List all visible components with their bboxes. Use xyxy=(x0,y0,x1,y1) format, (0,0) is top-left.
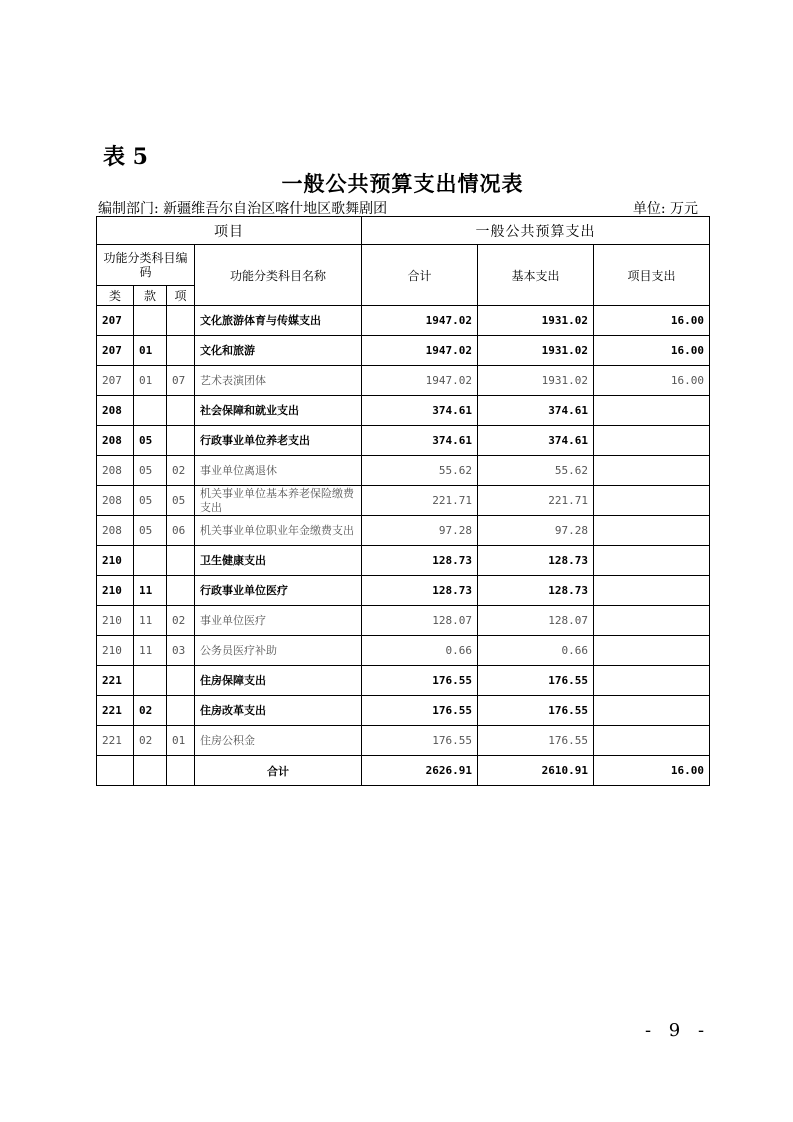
cell-lei: 207 xyxy=(97,366,134,396)
header-kuan: 款 xyxy=(134,286,167,306)
cell-xiang: 02 xyxy=(167,606,195,636)
cell-project xyxy=(594,606,710,636)
table-row xyxy=(97,366,710,396)
table-row xyxy=(97,456,710,486)
cell-basic: 128.07 xyxy=(478,606,594,636)
cell-kuan: 05 xyxy=(134,516,167,546)
cell-total: 97.28 xyxy=(362,516,478,546)
cell-basic: 0.66 xyxy=(478,636,594,666)
table-row xyxy=(97,666,710,696)
cell-total: 176.55 xyxy=(362,696,478,726)
cell-project xyxy=(594,726,710,756)
cell-kuan: 02 xyxy=(134,726,167,756)
cell-lei: 207 xyxy=(97,336,134,366)
cell-total: 128.07 xyxy=(362,606,478,636)
cell-total: 374.61 xyxy=(362,396,478,426)
header-lei: 类 xyxy=(97,286,134,306)
cell-project: 16.00 xyxy=(594,366,710,396)
cell-lei: 208 xyxy=(97,426,134,456)
cell-kuan: 05 xyxy=(134,426,167,456)
cell-lei: 210 xyxy=(97,606,134,636)
cell-xiang xyxy=(167,426,195,456)
cell-name: 艺术表演团体 xyxy=(195,366,362,396)
cell-xiang: 07 xyxy=(167,366,195,396)
cell-kuan: 05 xyxy=(134,486,167,516)
cell-basic: 1931.02 xyxy=(478,306,594,336)
cell-total: 0.66 xyxy=(362,636,478,666)
cell-name: 住房保障支出 xyxy=(195,666,362,696)
header-name: 功能分类科目名称 xyxy=(195,245,362,306)
cell-basic: 128.73 xyxy=(478,576,594,606)
cell-name: 文化旅游体育与传媒支出 xyxy=(195,306,362,336)
table-row xyxy=(97,516,710,546)
table-row xyxy=(97,726,710,756)
cell-name: 文化和旅游 xyxy=(195,336,362,366)
unit-label: 单位: 万元 xyxy=(632,201,698,217)
table-number: 表 5 xyxy=(103,144,148,170)
cell-project xyxy=(594,456,710,486)
budget-table xyxy=(96,216,710,786)
total-row xyxy=(97,756,710,786)
cell-basic: 55.62 xyxy=(478,456,594,486)
cell-project: 16.00 xyxy=(594,336,710,366)
cell-xiang xyxy=(167,336,195,366)
cell-basic: 176.55 xyxy=(478,726,594,756)
cell-project xyxy=(594,666,710,696)
cell-lei: 210 xyxy=(97,546,134,576)
total-empty-cell xyxy=(167,756,195,786)
cell-total: 176.55 xyxy=(362,726,478,756)
cell-kuan: 05 xyxy=(134,456,167,486)
cell-basic: 97.28 xyxy=(478,516,594,546)
cell-xiang xyxy=(167,576,195,606)
header-xiang: 项 xyxy=(167,286,195,306)
cell-xiang xyxy=(167,696,195,726)
cell-kuan xyxy=(134,666,167,696)
cell-basic: 128.73 xyxy=(478,546,594,576)
cell-basic: 176.55 xyxy=(478,666,594,696)
table-row xyxy=(97,636,710,666)
cell-name: 机关事业单位职业年金缴费支出 xyxy=(195,516,362,546)
cell-total: 1947.02 xyxy=(362,336,478,366)
cell-lei: 221 xyxy=(97,696,134,726)
total-sum: 2626.91 xyxy=(362,756,478,786)
cell-name: 公务员医疗补助 xyxy=(195,636,362,666)
table-row xyxy=(97,306,710,336)
total-empty-cell xyxy=(97,756,134,786)
cell-name: 行政事业单位医疗 xyxy=(195,576,362,606)
cell-kuan: 11 xyxy=(134,606,167,636)
total-basic: 2610.91 xyxy=(478,756,594,786)
cell-total: 128.73 xyxy=(362,576,478,606)
cell-xiang: 01 xyxy=(167,726,195,756)
cell-name: 事业单位医疗 xyxy=(195,606,362,636)
table-row xyxy=(97,576,710,606)
cell-lei: 208 xyxy=(97,456,134,486)
cell-project xyxy=(594,546,710,576)
cell-lei: 208 xyxy=(97,486,134,516)
cell-kuan: 01 xyxy=(134,366,167,396)
cell-xiang: 02 xyxy=(167,456,195,486)
table-row xyxy=(97,396,710,426)
cell-project xyxy=(594,486,710,516)
cell-name: 社会保障和就业支出 xyxy=(195,396,362,426)
total-project: 16.00 xyxy=(594,756,710,786)
header-project: 项目 xyxy=(97,217,362,245)
cell-kuan: 02 xyxy=(134,696,167,726)
cell-xiang: 06 xyxy=(167,516,195,546)
cell-total: 1947.02 xyxy=(362,366,478,396)
cell-project: 16.00 xyxy=(594,306,710,336)
cell-total: 221.71 xyxy=(362,486,478,516)
cell-project xyxy=(594,576,710,606)
table-row xyxy=(97,336,710,366)
document-title: 一般公共预算支出情况表 xyxy=(281,171,524,196)
header-total: 合计 xyxy=(362,245,478,306)
cell-basic: 374.61 xyxy=(478,396,594,426)
cell-xiang xyxy=(167,396,195,426)
cell-lei: 210 xyxy=(97,576,134,606)
header-code-group: 功能分类科目编码 xyxy=(97,245,195,286)
total-label: 合计 xyxy=(195,756,362,786)
table-row xyxy=(97,696,710,726)
page-number: - 9 - xyxy=(645,1020,711,1041)
cell-total: 128.73 xyxy=(362,546,478,576)
cell-total: 55.62 xyxy=(362,456,478,486)
header-general-budget: 一般公共预算支出 xyxy=(362,217,710,245)
cell-project xyxy=(594,696,710,726)
cell-xiang xyxy=(167,666,195,696)
cell-xiang: 03 xyxy=(167,636,195,666)
cell-basic: 221.71 xyxy=(478,486,594,516)
cell-lei: 221 xyxy=(97,666,134,696)
cell-name: 行政事业单位养老支出 xyxy=(195,426,362,456)
cell-name: 机关事业单位基本养老保险缴费支出 xyxy=(195,486,362,516)
cell-kuan: 11 xyxy=(134,576,167,606)
cell-xiang xyxy=(167,306,195,336)
cell-basic: 1931.02 xyxy=(478,336,594,366)
cell-project xyxy=(594,516,710,546)
cell-name: 住房改革支出 xyxy=(195,696,362,726)
cell-lei: 221 xyxy=(97,726,134,756)
cell-lei: 208 xyxy=(97,516,134,546)
cell-basic: 176.55 xyxy=(478,696,594,726)
cell-project xyxy=(594,426,710,456)
table-row xyxy=(97,546,710,576)
total-empty-cell xyxy=(134,756,167,786)
cell-name: 事业单位离退休 xyxy=(195,456,362,486)
cell-project xyxy=(594,636,710,666)
cell-xiang xyxy=(167,546,195,576)
table-row xyxy=(97,426,710,456)
table-body xyxy=(97,306,710,756)
department-label: 编制部门: 新疆维吾尔自治区喀什地区歌舞剧团 xyxy=(98,201,388,217)
cell-kuan xyxy=(134,306,167,336)
cell-total: 176.55 xyxy=(362,666,478,696)
cell-total: 1947.02 xyxy=(362,306,478,336)
cell-lei: 210 xyxy=(97,636,134,666)
cell-total: 374.61 xyxy=(362,426,478,456)
cell-kuan xyxy=(134,546,167,576)
cell-basic: 1931.02 xyxy=(478,366,594,396)
cell-project xyxy=(594,396,710,426)
cell-name: 住房公积金 xyxy=(195,726,362,756)
table-row xyxy=(97,606,710,636)
cell-lei: 207 xyxy=(97,306,134,336)
cell-xiang: 05 xyxy=(167,486,195,516)
cell-kuan xyxy=(134,396,167,426)
cell-lei: 208 xyxy=(97,396,134,426)
header-project-expense: 项目支出 xyxy=(594,245,710,306)
cell-kuan: 01 xyxy=(134,336,167,366)
cell-basic: 374.61 xyxy=(478,426,594,456)
header-basic: 基本支出 xyxy=(478,245,594,306)
meta-row xyxy=(98,198,698,218)
table-row xyxy=(97,486,710,516)
cell-name: 卫生健康支出 xyxy=(195,546,362,576)
cell-kuan: 11 xyxy=(134,636,167,666)
